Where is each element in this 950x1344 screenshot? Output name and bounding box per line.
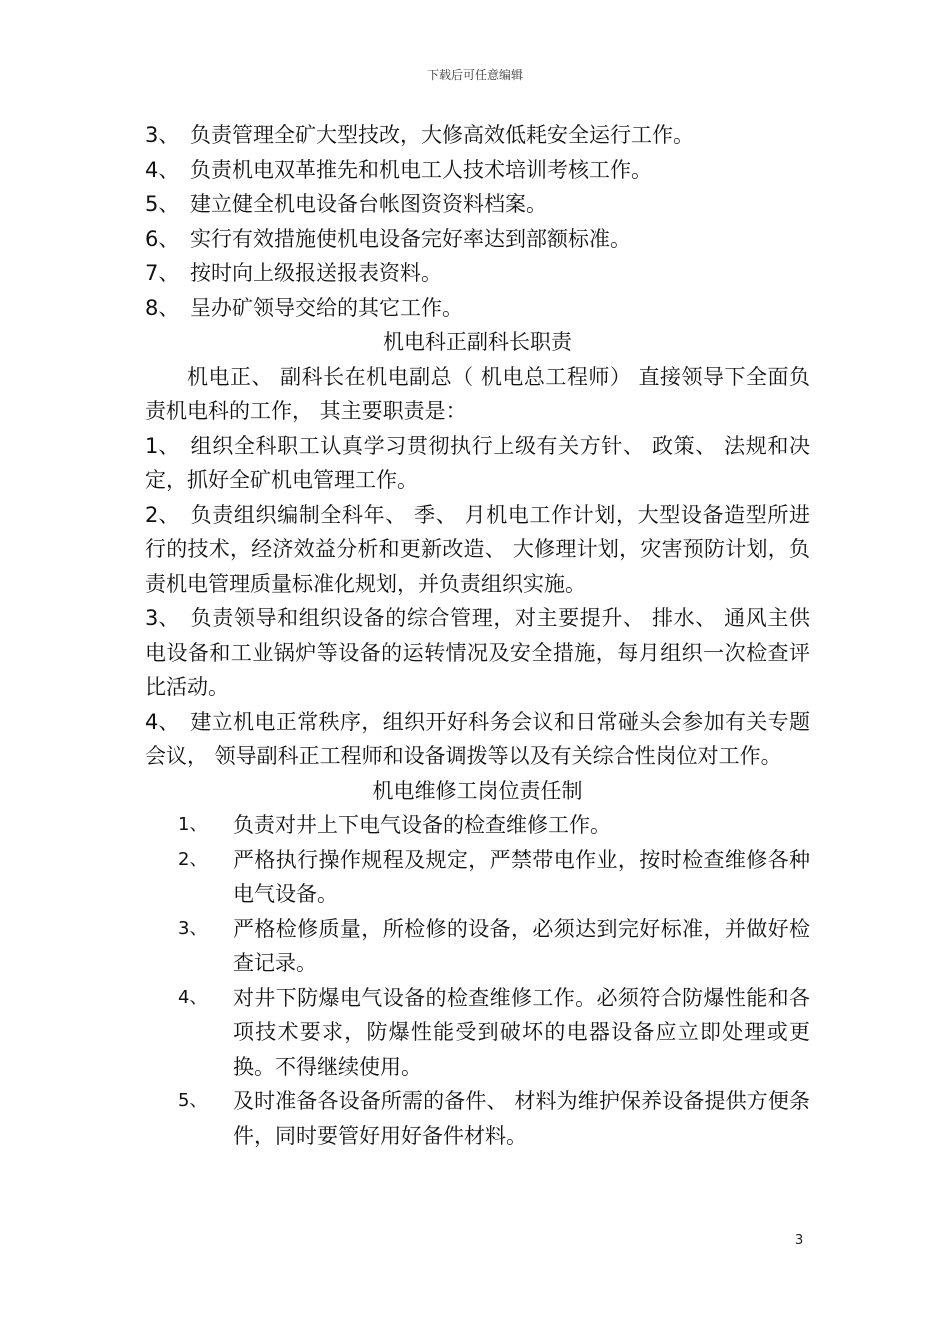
maintenance-item: 4、 对井下防爆电气设备的检查维修工作。必须符合防爆性能和各项技术要求，防爆性能受到破坏的电器设备应立即处理或更换。不得继续使用。: [178, 985, 810, 1079]
duty-item: 3、 负责领导和组织设备的综合管理，对主要提升、 排水、 通风主供电设备和工业锅炉等设备的运转情况及安全措施，每月组织一次检查评比活动。: [145, 606, 810, 699]
list-item: 4、 负责机电双革推先和机电工人技术培训考核工作。: [145, 157, 652, 182]
maintenance-item: 1、 负责对井上下电气设备的检查维修工作。: [178, 813, 611, 837]
maintenance-item: 3、 严格检修质量，所检修的设备，必须达到完好标准，并做好检查记录。: [178, 916, 810, 975]
duty-item: 4、 建立机电正常秩序，组织开好科务会议和日常碰头会参加有关专题会议， 领导副科正工程师和设备调拨等以及有关综合性岗位对工作。: [145, 709, 810, 768]
page-number: 3: [795, 1233, 804, 1248]
duty-item: 1、 组织全科职工认真学习贯彻执行上级有关方针、 政策、 法规和决定，抓好全矿机电管理工作。: [145, 433, 810, 492]
list-item: 8、 呈办矿领导交给的其它工作。: [145, 295, 463, 320]
maintenance-item: 2、 严格执行操作规程及规定，严禁带电作业，按时检查维修各种电气设备。: [178, 847, 810, 906]
page-header: 下载后可任意编辑: [426, 68, 523, 82]
list-item: 3、 负责管理全矿大型技改，大修高效低耗安全运行工作。: [145, 123, 694, 147]
document-body: [145, 118, 810, 1153]
section-title: 机电维修工岗位责任制: [372, 778, 583, 803]
maintenance-item: 5、 及时准备各设备所需的备件、 材料为维护保养设备提供方便条件，同时要管好用好备件材料。: [178, 1089, 810, 1148]
list-item: 6、 实行有效措施使机电设备完好率达到部额标准。: [145, 226, 631, 251]
section-title: 机电科正副科长职责: [383, 330, 572, 354]
list-item: 5、 建立健全机电设备台帐图资资料档案。: [145, 192, 547, 216]
list-item: 7、 按时向上级报送报表资料。: [145, 261, 442, 285]
maintenance-list: [145, 808, 810, 1153]
duty-item: 2、 负责组织编制全科年、 季、 月机电工作计划，大型设备造型所进行的技术，经济效益分析和更新改造、 大修理计划，灾害预防计划，负责机电管理质量标准化规划，并负责组织实施。: [145, 502, 810, 596]
list-a: [145, 118, 810, 325]
section-intro: 机电正、 副科长在机电副总（ 机电总工程师） 直接领导下全面负责机电科的工作， 其主要职责是：: [145, 364, 810, 423]
